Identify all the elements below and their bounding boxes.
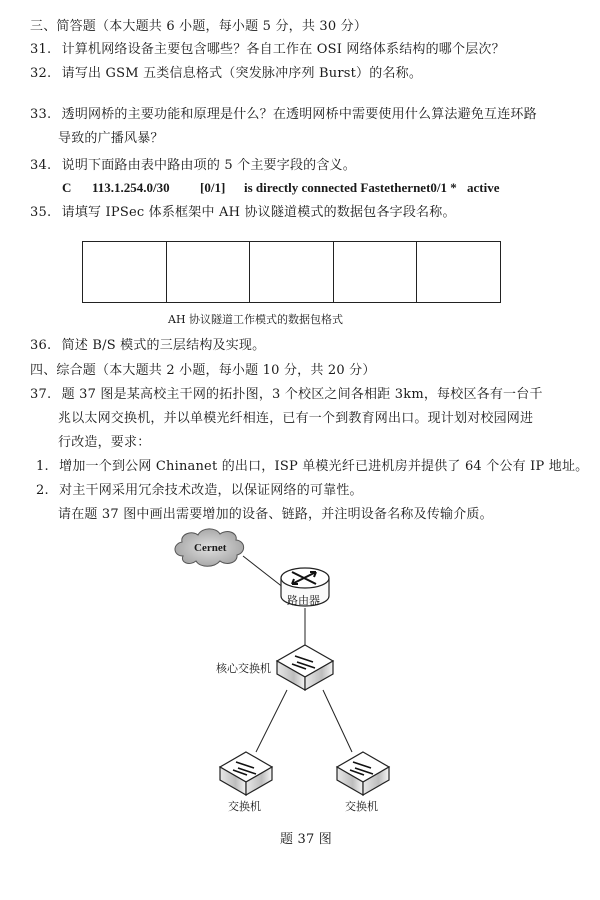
question-text: 计算机网络设备主要包含哪些？各自工作在 OSI 网络体系结构的哪个层次？ bbox=[61, 42, 505, 57]
right-switch-icon bbox=[337, 752, 389, 795]
left-switch-icon bbox=[220, 752, 272, 795]
route-network: 113.1.254.0/30 bbox=[92, 180, 170, 195]
section4-heading: 四、综合题（本大题共 2 小题，每小题 10 分，共 20 分） bbox=[30, 363, 376, 378]
question-text: 简述 B/S 模式的三层结构及实现。 bbox=[61, 338, 266, 353]
requirement-text: 增加一个到公网 Chinanet 的出口，ISP 单模光纤已进机房并提供了 64 个公有 IP 地址。 bbox=[59, 459, 589, 474]
question-37-line3: 行改造，要求： bbox=[58, 435, 151, 450]
requirement-number: 2. bbox=[36, 483, 49, 498]
question-37-line2: 兆以太网交换机，并以单模光纤相连，已有一个到教育网出口。现计划对校园网进 bbox=[58, 411, 534, 426]
route-code: C bbox=[62, 180, 72, 195]
question-text: 请填写 IPSec 体系框架中 AH 协议隧道模式的数据包各字段名称。 bbox=[61, 205, 456, 220]
link-cloud-router bbox=[243, 556, 284, 588]
core-switch-label: 核心交换机 bbox=[216, 662, 271, 675]
figure-caption: 题 37 图 bbox=[280, 832, 333, 847]
requirement-number: 1. bbox=[36, 459, 49, 474]
cloud-label: Cernet bbox=[194, 542, 227, 554]
router-label: 路由器 bbox=[287, 594, 320, 607]
left-switch-label: 交换机 bbox=[228, 800, 261, 813]
requirement-text: 对主干网采用冗余技术改造，以保证网络的可靠性。 bbox=[59, 483, 363, 498]
question-number: 35. bbox=[30, 205, 52, 220]
route-via: is directly connected Fastethernet0/1 * bbox=[244, 180, 457, 195]
question-number: 31. bbox=[30, 42, 52, 57]
right-switch-label: 交换机 bbox=[345, 800, 378, 813]
question-number: 32. bbox=[30, 66, 52, 81]
question-number: 37. bbox=[30, 387, 52, 402]
packet-table-caption: AH 协议隧道工作模式的数据包格式 bbox=[168, 313, 344, 326]
question-33-continued: 导致的广播风暴？ bbox=[58, 131, 164, 146]
route-status: active bbox=[467, 180, 500, 195]
question-number: 34. bbox=[30, 158, 52, 173]
question-text: 说明下面路由表中路由项的 5 个主要字段的含义。 bbox=[61, 158, 356, 173]
link-core-right bbox=[323, 690, 352, 752]
question-text: 请写出 GSM 五类信息格式（突发脉冲序列 Burst）的名称。 bbox=[61, 66, 423, 81]
section3-heading: 三、简答题（本大题共 6 小题，每小题 5 分，共 30 分） bbox=[30, 19, 368, 34]
link-core-left bbox=[256, 690, 287, 752]
question-number: 33. bbox=[30, 107, 52, 122]
question-text: 题 37 图是某高校主干网的拓扑图，3 个校区之间各相距 3km，每校区各有一台千 bbox=[61, 387, 543, 402]
question-text: 透明网桥的主要功能和原理是什么？在透明网桥中需要使用什么算法避免互连环路 bbox=[61, 107, 537, 122]
route-metric: [0/1] bbox=[200, 180, 226, 195]
question-number: 36. bbox=[30, 338, 52, 353]
instruction: 请在题 37 图中画出需要增加的设备、链路，并注明设备名称及传输介质。 bbox=[58, 507, 493, 522]
core-switch-icon bbox=[277, 645, 333, 690]
